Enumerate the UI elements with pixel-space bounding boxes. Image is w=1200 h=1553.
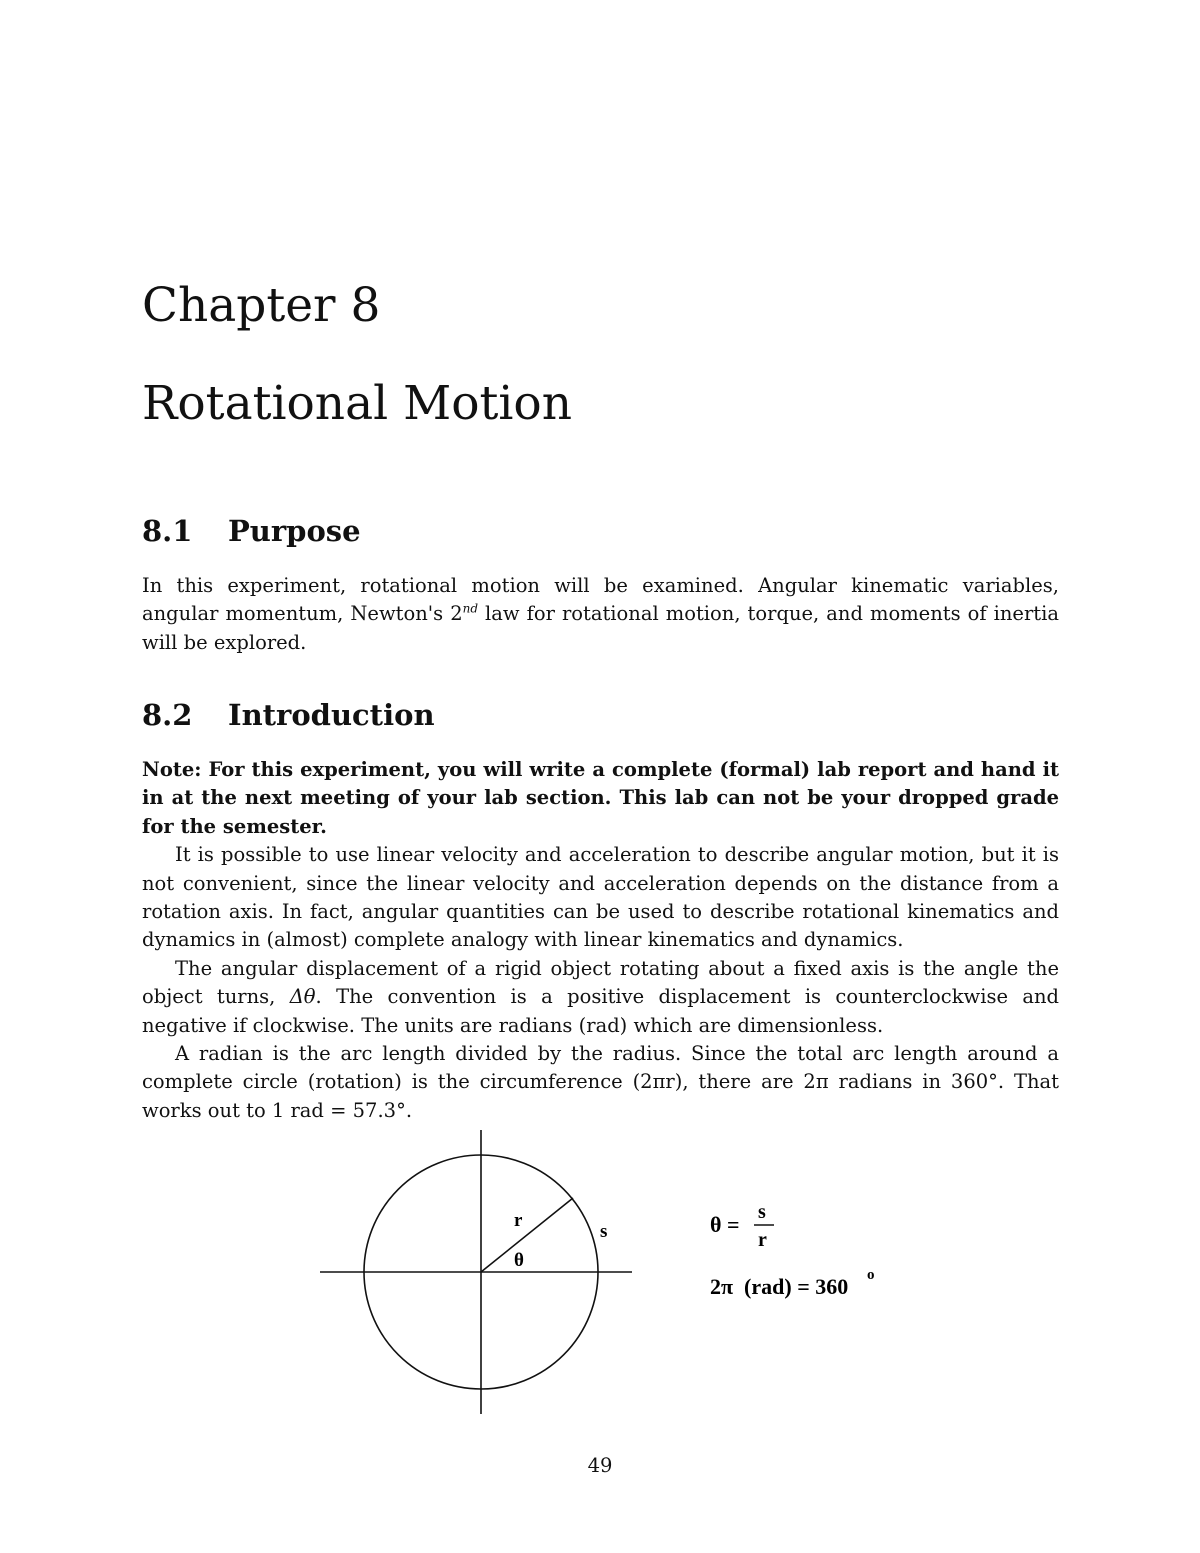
page-number: 49 (587, 1454, 613, 1477)
purpose-paragraph: In this experiment, rotational motion will be examined. Angular kinematic variables, angular momentum, Newton's 2nd law for rotational motion, torque, and moments of inertia will be explored. (142, 574, 1059, 654)
section-title: Purpose (228, 514, 361, 548)
equation-numerator: s (758, 1201, 766, 1223)
section-number: 8.1 (142, 514, 193, 548)
degree-superscript: o (867, 1267, 875, 1283)
equation-radians: 2π (rad) = 360 (710, 1274, 849, 1299)
lab-report-note: Note: For this experiment, you will write a complete (formal) lab report and hand it in at the next meeting of your lab section. This lab can not be your dropped grade for the semester. (142, 758, 1059, 838)
radian-diagram (300, 1128, 920, 1418)
chapter-title: Rotational Motion (142, 376, 572, 431)
intro-paragraph-1: It is possible to use linear velocity and acceleration to describe angular motion, but it is not convenient, since the linear velocity and acceleration depends on the distance from a rotation axis. In fact, angular quantities can be used to describe rotational kinematics and dynamics in (almost) complete analogy with linear kinematics and dynamics. (142, 843, 1059, 952)
label-theta: θ (514, 1250, 524, 1271)
intro-paragraph-3: A radian is the arc length divided by the radius. Since the total arc length around a complete circle (rotation) is the circumference (2πr), there are 2π radians in 360°. That works out to 1 rad = 57.3°. (142, 1042, 1059, 1122)
intro-paragraph-2: The angular displacement of a rigid object rotating about a fixed axis is the angle the object turns, Δθ. The convention is a positive displacement is counterclockwise and negative if clockwise. The units are radians (rad) which are dimensionless. (142, 956, 1059, 1037)
section-heading-purpose (142, 514, 361, 548)
radius-line (481, 1198, 573, 1272)
introduction-body (142, 756, 1059, 1125)
equation-theta-lhs: θ = (710, 1212, 740, 1237)
label-r: r (514, 1210, 523, 1231)
radian-diagram-svg (300, 1128, 920, 1418)
chapter-label: Chapter 8 (142, 278, 381, 333)
superscript: nd (462, 601, 479, 616)
section-heading-introduction (142, 698, 435, 732)
section-number: 8.2 (142, 698, 193, 732)
equation-denominator: r (758, 1229, 767, 1251)
delta-theta-symbol: Δθ (289, 985, 316, 1009)
section-title: Introduction (228, 698, 435, 732)
label-s: s (600, 1221, 608, 1242)
